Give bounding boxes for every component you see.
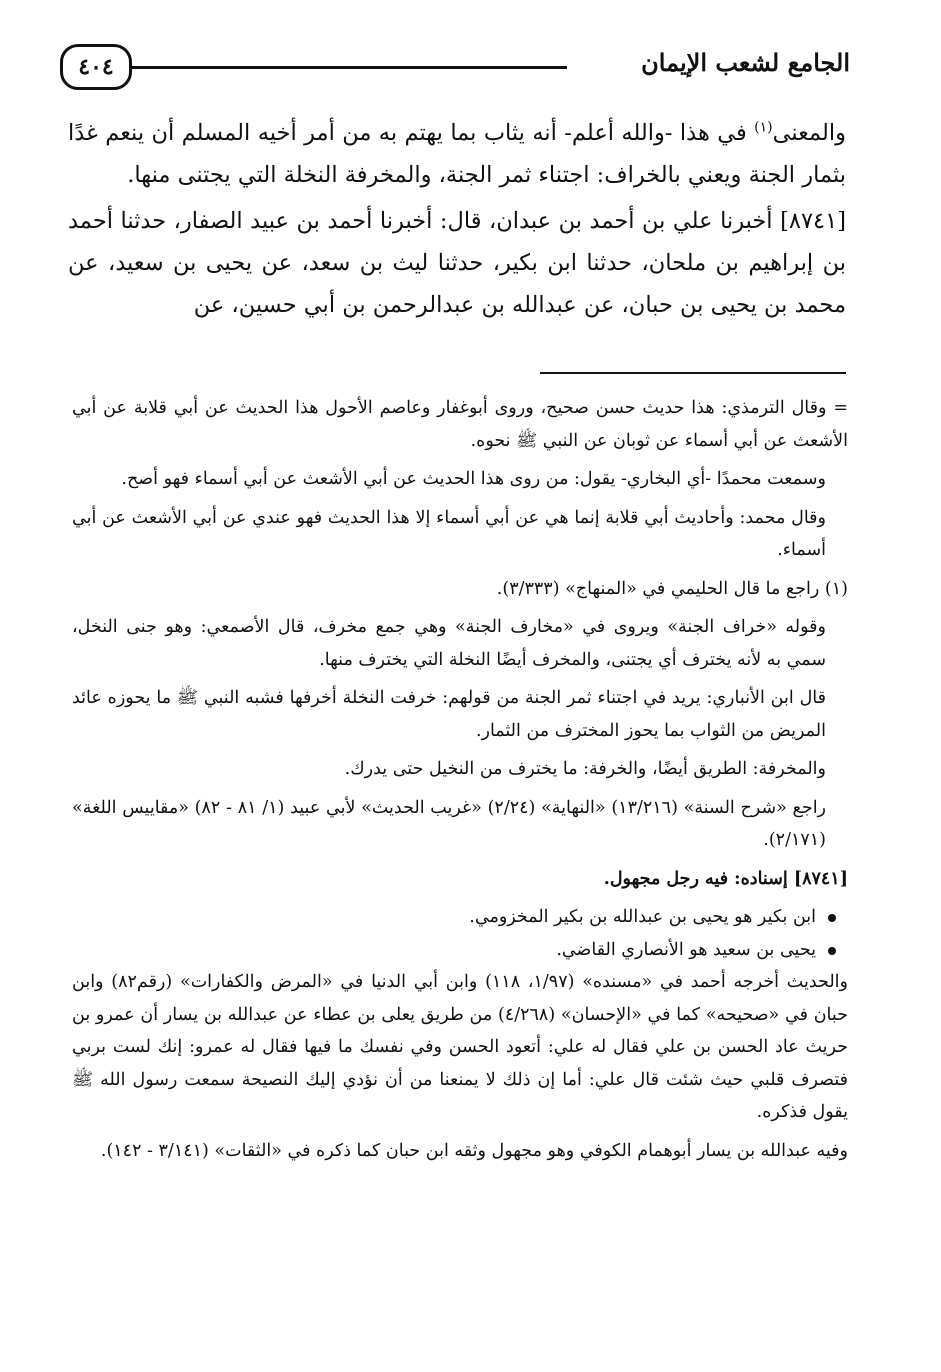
footnote-1-text: والمخرفة: الطريق أيضًا، والخرفة: ما يخترف من النخيل حتى يدرك. xyxy=(344,759,826,779)
footnote-1-text: وقوله «خراف الجنة» ويروى في «مخارف الجنة» وهي جمع مخرف، قال الأصمعي: وهو جنى النخل، سمي به لأنه يخترف أي يجتنى، والمخرف أيضًا النخلة التي يخترف منها. xyxy=(72,617,826,670)
running-title: الجامع لشعب الإيمان xyxy=(641,48,850,77)
footnote-isnad: [٨٧٤١] إسناده: فيه رجل مجهول. xyxy=(603,868,848,889)
page-number: ٤٠٤ xyxy=(60,44,132,90)
footnote-1: (١) راجع ما قال الحليمي في «المنهاج» (٣/٣٣٣). xyxy=(496,578,848,599)
bullet-text: ابن بكير هو يحيى بن عبدالله بن بكير المخزومي. xyxy=(469,907,816,927)
main-text xyxy=(68,112,846,330)
bullet-text: يحيى بن سعيد هو الأنصاري القاضي. xyxy=(556,939,816,960)
main-paragraph-meaning xyxy=(68,112,846,196)
footnote-reference: (١) xyxy=(754,119,773,136)
footnote-1-text: قال ابن الأنباري: يريد في اجتناء ثمر الجنة من قولهم: خرفت النخلة أخرفها فشبه النبي ﷺ ما يحوزه عائد المريض من الثواب بما يحوز المخترف من الثمار. xyxy=(72,688,826,741)
footnotes xyxy=(72,392,848,1173)
footnote-continuation: وقال محمد: وأحاديث أبي قلابة إنما هي عن أبي أسماء إلا هذا الحديث فهو عندي عن أبي الأشعث عن أبي أسماء. xyxy=(72,507,826,560)
bullet-icon xyxy=(828,947,836,955)
header-rule xyxy=(132,66,567,69)
paragraph-text: والمعنى xyxy=(772,120,846,146)
main-paragraph-hadith: [٨٧٤١] أخبرنا علي بن أحمد بن عبدان، قال: أخبرنا أحمد بن عبيد الصفار، حدثنا أحمد بن إبراهيم بن ملحان، حدثنا ابن بكير، حدثنا ليث بن سعد، عن يحيى بن سعيد، عن محمد بن يحيى بن حبان، عن عبدالله بن عبدالرحمن بن أبي حسين، عن xyxy=(68,208,846,318)
paragraph-text: في هذا -والله أعلم- أنه يثاب بما يهتم به من أمر أخيه المسلم أن ينعم غدًا بثمار الجنة ويعني بالخراف: اجتناء ثمر الجنة، والمخرفة النخلة التي يجتنى منها. xyxy=(68,120,846,188)
footnote-continuation: وسمعت محمدًا -أي البخاري- يقول: من روى هذا الحديث عن أبي الأشعث عن أبي أسماء فهو أصح. xyxy=(121,469,826,489)
page-header xyxy=(60,36,850,96)
footnote-isnad-text: وفيه عبدالله بن يسار أبوهمام الكوفي وهو مجهول وثقه ابن حبان كما ذكره في «الثقات» (٣/١٤١ - ١٤٢). xyxy=(100,1140,848,1161)
footnote-separator xyxy=(540,372,846,374)
footnote-continuation: = وقال الترمذي: هذا حديث حسن صحيح، وروى أبوغفار وعاصم الأحول هذا الحديث عن أبي قلابة عن أبي الأشعث عن أبي أسماء عن ثوبان عن النبي ﷺ نحوه. xyxy=(72,398,848,451)
bullet-icon xyxy=(828,914,836,922)
footnote-bullet xyxy=(72,934,848,967)
footnote-isnad-text: والحديث أخرجه أحمد في «مسنده» (١/٩٧، ١١٨) وابن أبي الدنيا في «المرض والكفارات» (رقم٨٢) وابن حبان في «صحيحه» كما في «الإحسان» (٤/٢٦٨) من طريق يعلى بن عطاء عن عبدالله بن يسار أن عمرو بن حريث عاد الحسن بن علي فقال له علي: أتعود الحسن وفي نفسك ما فيها فقال له عمرو: إنك لست بربي فتصرف قلبي حيث شئت قال علي: أما إن ذلك لا يمنعنا من أن نؤدي إليك النصيحة سمعت رسول الله ﷺ يقول فذكره. xyxy=(72,972,848,1122)
footnote-1-text: راجع «شرح السنة» (١٣/٢١٦) «النهاية» (٢/٢٤) «غريب الحديث» لأبي عبيد (١/ ٨١ - ٨٢) «مقاييس اللغة» (٢/١٧١). xyxy=(72,797,827,850)
footnote-bullet xyxy=(72,901,848,934)
